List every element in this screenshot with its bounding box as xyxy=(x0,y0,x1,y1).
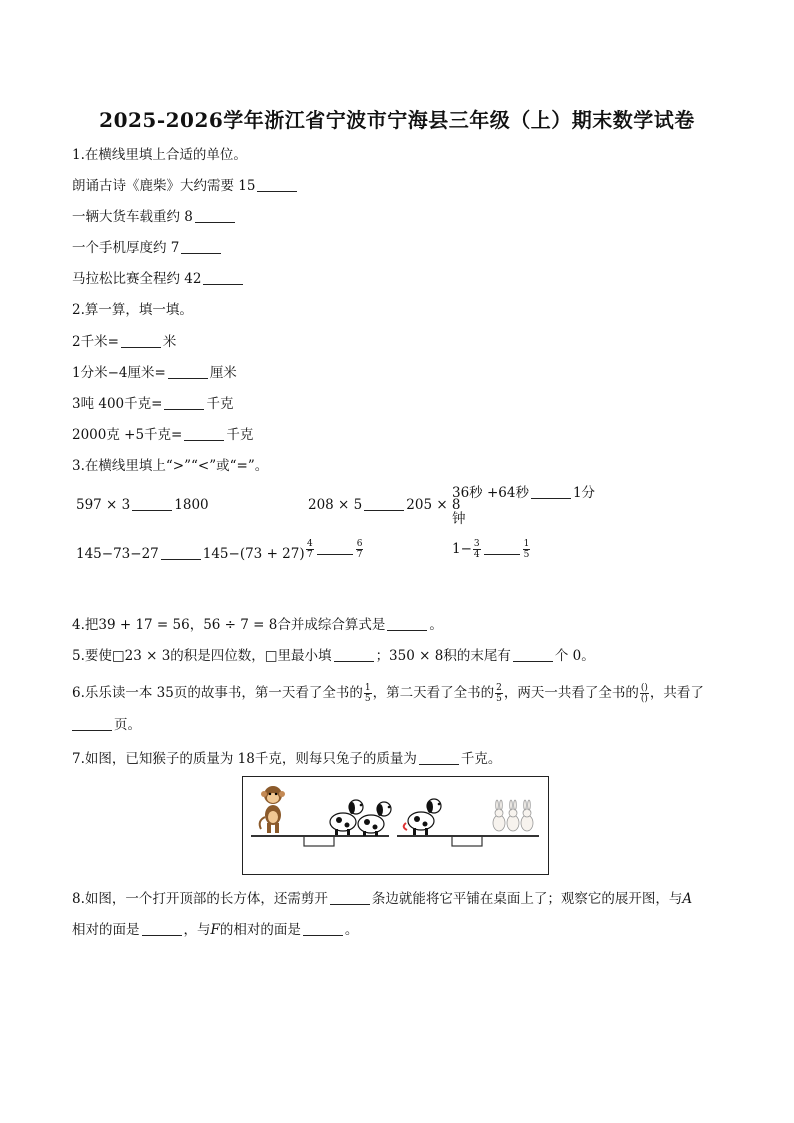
answer-blank[interactable] xyxy=(531,484,571,499)
rabbit-icon xyxy=(521,800,533,831)
answer-blank[interactable] xyxy=(181,239,221,254)
answer-blank[interactable] xyxy=(364,496,404,511)
monkey-icon xyxy=(260,786,285,833)
q1-stem: 1.在横线里填上合适的单位。 xyxy=(72,147,247,163)
q2-item-1: 2千米= 米 xyxy=(72,334,177,350)
answer-blank[interactable] xyxy=(513,647,553,662)
answer-blank[interactable] xyxy=(334,647,374,662)
dog-icon xyxy=(404,799,441,835)
answer-blank[interactable] xyxy=(257,177,297,192)
q2-item-3: 3吨 400千克= 千克 xyxy=(72,396,234,412)
balance-illustration xyxy=(243,777,548,874)
answer-blank[interactable] xyxy=(387,616,427,631)
right-scale-base xyxy=(452,836,482,846)
answer-blank[interactable] xyxy=(72,716,112,731)
q2-item-2: 1分米−4厘米= 厘米 xyxy=(72,365,237,381)
answer-blank[interactable] xyxy=(484,540,520,555)
q8-line-1: 8.如图，一个打开顶部的长方体，还需剪开 条边就能将它平铺在桌面上了；观察它的展开图，与A xyxy=(72,891,693,907)
q4: 4.把39 + 17 = 56，56 ÷ 7 = 8合并成综合算式是 。 xyxy=(72,617,443,633)
q3-compare-3: 36秒 +64秒 1分 xyxy=(452,485,596,501)
q1-item-1: 朗诵古诗《鹿柴》大约需要 15 xyxy=(72,177,299,195)
q1-item-3: 一个手机厚度约 7 xyxy=(72,239,223,257)
balance-scales-figure xyxy=(242,776,549,875)
answer-blank[interactable] xyxy=(161,545,201,560)
answer-blank[interactable] xyxy=(184,426,224,441)
q1-item-4: 马拉松比赛全程约 42 xyxy=(72,270,245,288)
answer-blank[interactable] xyxy=(164,395,204,410)
q3-compare-5: $\frac{4}{7}$ $\frac{6}{7}$ xyxy=(307,539,363,560)
q5: 5.要使□23 × 3的积是四位数，□里最小填 ；350 × 8积的末尾有 个 0。 xyxy=(72,648,595,664)
q3-compare-6: 1− $\frac{3}{4}$ $\frac{1}{5}$ xyxy=(452,539,530,560)
q3-compare-2: 208 × 5 205 × 8 xyxy=(308,497,461,513)
q6-line-2: 页。 xyxy=(72,716,141,734)
answer-blank[interactable] xyxy=(142,921,182,936)
answer-blank[interactable] xyxy=(195,208,235,223)
answer-blank[interactable] xyxy=(317,540,353,555)
answer-blank[interactable] xyxy=(203,270,243,285)
q2-item-4: 2000克 +5千克= 千克 xyxy=(72,427,254,443)
q2-stem: 2.算一算，填一填。 xyxy=(72,302,193,318)
answer-blank[interactable] xyxy=(303,921,343,936)
q8-line-2: 相对的面是 ，与F的相对的面是 。 xyxy=(72,922,359,938)
left-scale-base xyxy=(304,836,334,846)
answer-blank[interactable] xyxy=(168,364,208,379)
rabbit-icon xyxy=(507,800,519,831)
q6-line-1: 6.乐乐读一本 35页的故事书，第一天看了全书的 $\frac{1}{5}$ ，第二天看了全书的 $\frac{2}{5}$ ，两天一共看了全书的 $\frac{()}{()}$ ，共看了 xyxy=(72,683,704,704)
q3-compare-1: 597 × 3 1800 xyxy=(76,497,209,513)
answer-blank[interactable] xyxy=(132,496,172,511)
exam-title: 2025-2026学年浙江省宁波市宁海县三年级（上）期末数学试卷 xyxy=(99,108,695,132)
q3-stem: 3.在横线里填上“>”“<”或“=”。 xyxy=(72,458,269,474)
q7: 7.如图，已知猴子的质量为 18千克，则每只兔子的质量为 千克。 xyxy=(72,751,502,767)
rabbit-icon xyxy=(493,800,505,831)
q3-compare-4: 145−73−27 145−(73 + 27) xyxy=(76,546,305,562)
q3-compare-3-cont: 钟 xyxy=(452,511,466,527)
answer-blank[interactable] xyxy=(419,750,459,765)
dog-icon xyxy=(330,800,363,835)
q1-item-2: 一辆大货车载重约 8 xyxy=(72,208,237,226)
answer-blank[interactable] xyxy=(121,333,161,348)
answer-blank[interactable] xyxy=(330,890,370,905)
